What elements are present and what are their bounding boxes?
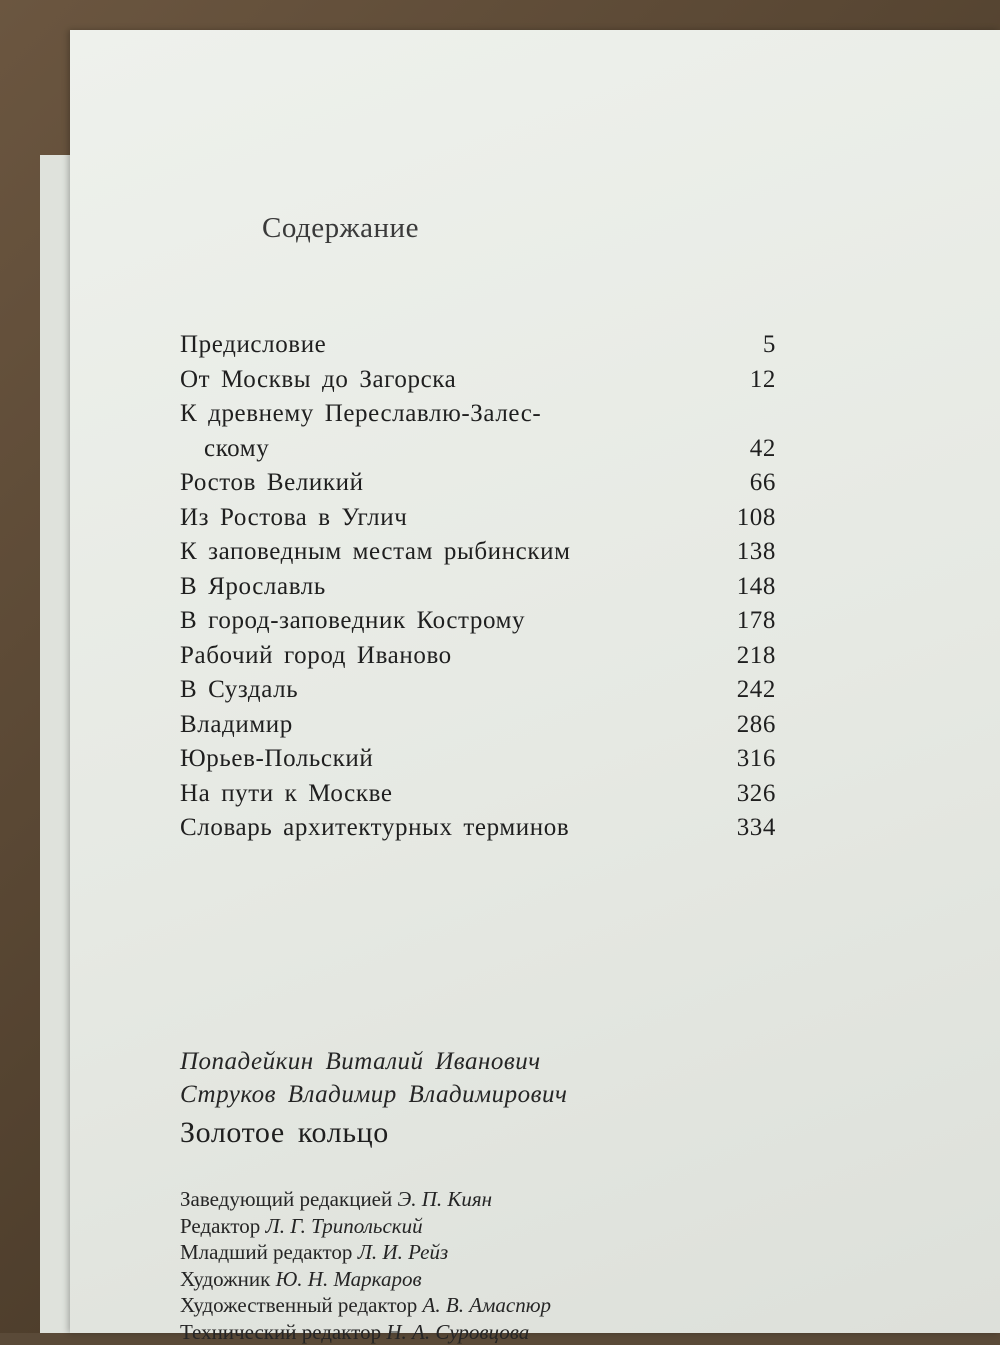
- credit-name: А. В. Амаспюр: [423, 1293, 552, 1317]
- toc-item-page: 326: [737, 777, 776, 812]
- credits: [180, 1186, 551, 1345]
- toc-item: [180, 570, 776, 605]
- book-title: Золотое кольцо: [180, 1116, 389, 1150]
- toc-item-title: Словарь архитектурных терминов: [180, 811, 776, 846]
- toc-item-title: В Ярославль: [180, 570, 776, 605]
- credit-name: Л. Г. Трипольский: [266, 1214, 423, 1238]
- toc-item-title-continuation: скому: [180, 432, 776, 467]
- author-name: Струков Владимир Владимирович: [180, 1078, 567, 1111]
- toc-item: [180, 811, 776, 846]
- author-name: Попадейкин Виталий Иванович: [180, 1045, 567, 1078]
- credit-role: Художник: [180, 1267, 270, 1291]
- credit-name: Н. А. Суровцова: [386, 1320, 529, 1344]
- credit-line: [180, 1266, 551, 1293]
- credit-name: Э. П. Киян: [398, 1187, 493, 1211]
- toc-item-title: К древнему Переславлю-Залес-: [180, 397, 776, 432]
- credit-name: Л. И. Рейз: [358, 1240, 448, 1264]
- credit-role: Технический редактор: [180, 1320, 381, 1344]
- toc-item: [180, 466, 776, 501]
- toc-item-page: 108: [737, 501, 776, 536]
- credit-role: Художественный редактор: [180, 1293, 417, 1317]
- toc-item-title: В Суздаль: [180, 673, 776, 708]
- toc-item: [180, 708, 776, 743]
- credit-line: [180, 1319, 551, 1345]
- credit-line: [180, 1213, 551, 1240]
- toc-item: [180, 777, 776, 812]
- toc-heading: Содержание: [262, 212, 419, 245]
- credit-line: [180, 1239, 551, 1266]
- toc-item: [180, 604, 776, 639]
- toc-item-page: 316: [737, 742, 776, 777]
- toc-item-title: К заповедным местам рыбинским: [180, 535, 776, 570]
- toc-item-title: Из Ростова в Углич: [180, 501, 776, 536]
- credit-role: Редактор: [180, 1214, 260, 1238]
- table-of-contents: [180, 328, 776, 846]
- credit-line: [180, 1292, 551, 1319]
- toc-item: [180, 501, 776, 536]
- toc-item-page: 12: [750, 363, 776, 398]
- toc-item: [180, 397, 776, 466]
- toc-item: [180, 673, 776, 708]
- toc-item-title: Владимир: [180, 708, 776, 743]
- toc-item: [180, 363, 776, 398]
- toc-item-title: Юрьев-Польский: [180, 742, 776, 777]
- toc-item-title: Предисловие: [180, 328, 776, 363]
- toc-item: [180, 328, 776, 363]
- toc-item-title: Ростов Великий: [180, 466, 776, 501]
- authors: [180, 1045, 567, 1111]
- toc-item-title: На пути к Москве: [180, 777, 776, 812]
- toc-item-page: 42: [750, 432, 776, 467]
- toc-item-page: 138: [737, 535, 776, 570]
- toc-item-title: От Москвы до Загорска: [180, 363, 776, 398]
- toc-item-title: Рабочий город Иваново: [180, 639, 776, 674]
- toc-item: [180, 535, 776, 570]
- toc-item-page: 286: [737, 708, 776, 743]
- toc-item-page: 334: [737, 811, 776, 846]
- toc-item-page: 5: [763, 328, 776, 363]
- credit-role: Младший редактор: [180, 1240, 352, 1264]
- toc-item: [180, 742, 776, 777]
- toc-item-title: В город-заповедник Кострому: [180, 604, 776, 639]
- toc-item-page: 218: [737, 639, 776, 674]
- toc-item-page: 148: [737, 570, 776, 605]
- credit-name: Ю. Н. Маркаров: [276, 1267, 422, 1291]
- credit-role: Заведующий редакцией: [180, 1187, 392, 1211]
- credit-line: [180, 1186, 551, 1213]
- toc-item-page: 178: [737, 604, 776, 639]
- toc-item: [180, 639, 776, 674]
- toc-item-page: 66: [750, 466, 776, 501]
- toc-item-page: 242: [737, 673, 776, 708]
